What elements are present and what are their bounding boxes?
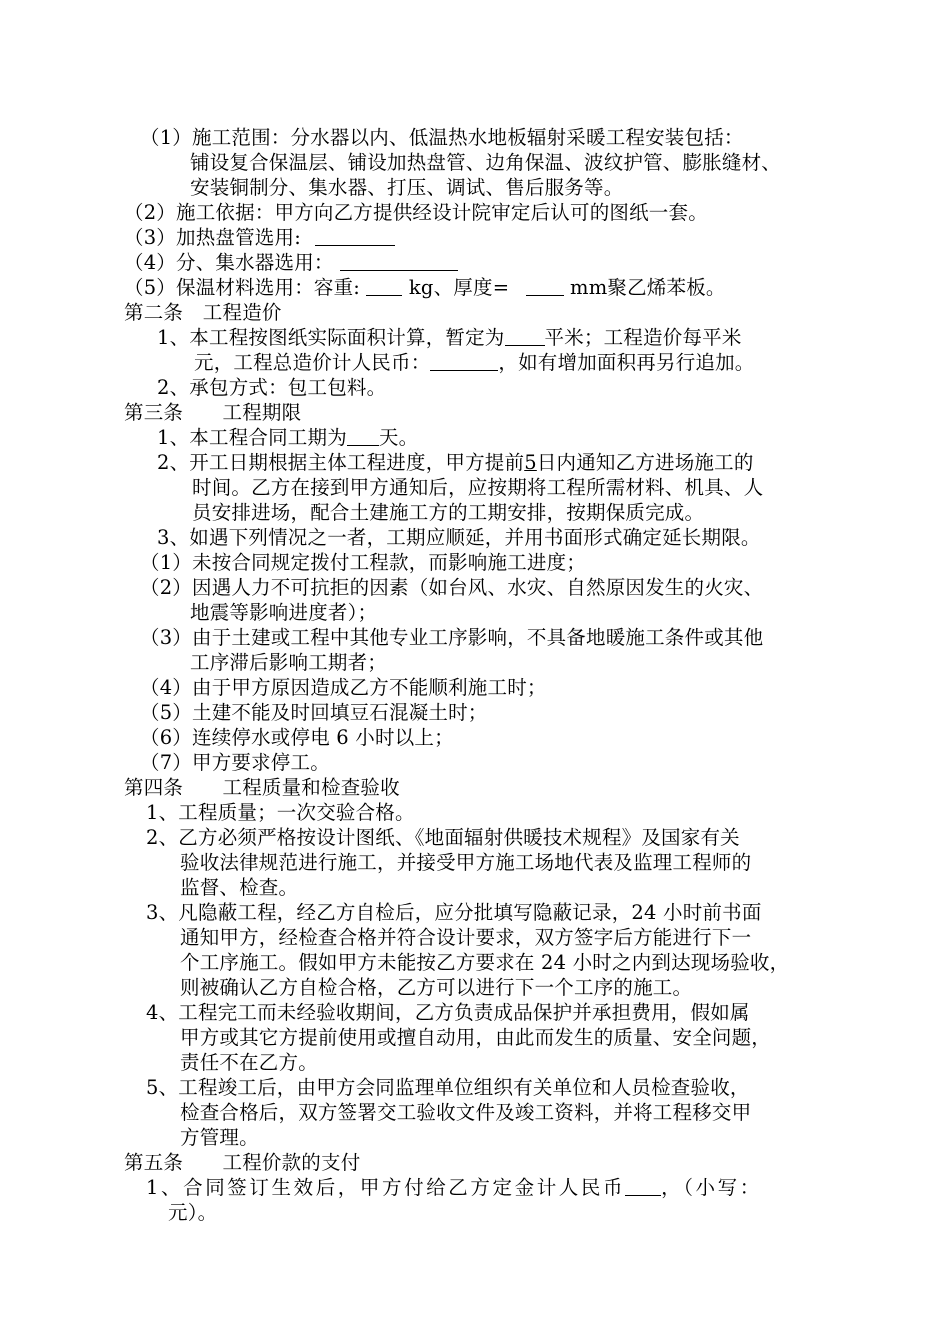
art3-clause-2-text-a: 2、开工日期根据主体工程进度，甲方提前: [157, 451, 525, 474]
art3-case-7: （7）甲方要求停工。: [140, 751, 330, 774]
art4-clause-4-cont-1: 甲方或其它方提前使用或擅自动用，由此而发生的质量、安全问题，: [180, 1026, 772, 1049]
art2-clause-1-text-d: ，如有增加面积再另行追加。: [498, 351, 755, 374]
basis-line: （2）施工依据：甲方向乙方提供经设计院审定后认可的图纸一套。: [124, 201, 708, 224]
insulation-material-label: mm聚乙烯苯板。: [570, 276, 726, 299]
art2-clause-1-text-c: 元，工程总造价计人民币：: [194, 351, 431, 374]
total-price-blank[interactable]: [430, 351, 498, 371]
density-blank[interactable]: [366, 276, 402, 296]
art4-clause-1: 1、工程质量；一次交验合格。: [146, 801, 415, 824]
art3-case-2-cont: 地震等影响进度者）；: [190, 601, 378, 624]
art4-clause-4: 4、工程完工而未经验收期间，乙方负责成品保护并承担费用，假如属: [146, 1001, 750, 1024]
art3-clause-2: [157, 451, 754, 475]
insulation-line: [124, 276, 726, 300]
area-blank[interactable]: [505, 326, 545, 346]
art3-clause-2-cont-1: 时间。乙方在接到甲方通知后，应按期将工程所需材料、机具、人: [192, 476, 764, 499]
deposit-blank[interactable]: [625, 1176, 661, 1196]
art4-clause-2: 2、乙方必须严格按设计图纸、《地面辐射供暖技术规程》及国家有关: [146, 826, 740, 849]
art4-clause-3-cont-2: 个工序施工。假如甲方未能按乙方要求在 24 小时之内到达现场验收，: [180, 951, 790, 974]
art2-clause-1: [157, 326, 742, 350]
art3-case-4: （4）由于甲方原因造成乙方不能顺利施工时；: [140, 676, 547, 699]
article-4-heading: 第四条 工程质量和检查验收: [124, 776, 400, 799]
scope-line-1: （1）施工范围：分水器以内、低温热水地板辐射采暖工程安装包括：: [140, 126, 744, 149]
art4-clause-2-cont-2: 监督、检查。: [180, 876, 299, 899]
scope-line-3: 安装铜制分、集水器、打压、调试、售后服务等。: [190, 176, 624, 199]
notice-days-value: 5: [524, 451, 537, 474]
art5-clause-1-text-b: ，（小写：: [661, 1176, 762, 1199]
art3-clause-2-text-b: 日内通知乙方进场施工的: [536, 451, 754, 474]
art3-case-3: （3）由于土建或工程中其他专业工序影响，不具备地暖施工条件或其他: [140, 626, 764, 649]
art3-case-3-cont: 工序滞后影响工期者；: [190, 651, 388, 674]
art4-clause-3-cont-1: 通知甲方，经检查合格并符合设计要求，双方签字后方能进行下一: [180, 926, 752, 949]
insulation-density-label: （5）保温材料选用：容重:: [124, 276, 361, 299]
art3-case-2: （2）因遇人力不可抗拒的因素（如台风、水灾、自然原因发生的火灾、: [140, 576, 764, 599]
art2-clause-2: 2、承包方式：包工包料。: [157, 376, 387, 399]
art3-case-1: （1）未按合同规定拨付工程款，而影响施工进度；: [140, 551, 587, 574]
art4-clause-5-cont-1: 检查合格后，双方签署交工验收文件及竣工资料，并将工程移交甲: [180, 1101, 752, 1124]
art3-clause-1-text-a: 1、本工程合同工期为: [157, 426, 347, 449]
art3-clause-1-text-b: 天。: [378, 426, 419, 449]
article-5-heading: 第五条 工程价款的支付: [124, 1151, 361, 1174]
duration-blank[interactable]: [347, 426, 379, 446]
article-3-heading: 第三条 工程期限: [124, 401, 302, 424]
art3-case-6: （6）连续停水或停电 6 小时以上；: [140, 726, 454, 749]
art5-clause-1-cont: 元）。: [168, 1201, 218, 1224]
article-2-heading: 第二条 工程造价: [124, 301, 282, 324]
art2-clause-1-text-b: 平米；工程造价每平米: [544, 326, 742, 349]
pipe-selection-line: [124, 226, 395, 250]
art3-clause-3: 3、如遇下列情况之一者，工期应顺延，并用书面形式确定延长期限。: [157, 526, 761, 549]
manifold-selection-line: [124, 251, 458, 275]
pipe-selection-blank[interactable]: [315, 226, 395, 246]
art3-clause-1: [157, 426, 418, 450]
pipe-selection-label: （3）加热盘管选用:: [124, 226, 301, 249]
art4-clause-2-cont-1: 验收法律规范进行施工，并接受甲方施工场地代表及监理工程师的: [180, 851, 752, 874]
scope-line-2: 铺设复合保温层、铺设加热盘管、边角保温、波纹护管、膨胀缝材、: [190, 151, 782, 174]
art5-clause-1-text-a: 1、合同签订生效后，甲方付给乙方定金计人民币: [146, 1176, 626, 1199]
thickness-blank[interactable]: [526, 276, 564, 296]
art3-clause-2-cont-2: 员安排进场，配合土建施工方的工期安排，按期保质完成。: [192, 501, 705, 524]
insulation-thickness-label: kg、厚度=: [408, 276, 510, 299]
art4-clause-5: 5、工程竣工后，由甲方会同监理单位组织有关单位和人员检查验收，: [146, 1076, 750, 1099]
art3-case-5: （5）土建不能及时回填豆石混凝土时；: [140, 701, 488, 724]
art5-clause-1: [146, 1176, 762, 1200]
art2-clause-1-cont: [194, 351, 755, 375]
art2-clause-1-text-a: 1、本工程按图纸实际面积计算，暂定为: [157, 326, 505, 349]
art4-clause-4-cont-2: 责任不在乙方。: [180, 1051, 318, 1074]
manifold-selection-blank[interactable]: [340, 251, 458, 271]
art4-clause-3: 3、凡隐蔽工程，经乙方自检后，应分批填写隐蔽记录，24 小时前书面: [146, 901, 762, 924]
art4-clause-3-cont-3: 则被确认乙方自检合格，乙方可以进行下一个工序的施工。: [180, 976, 693, 999]
manifold-selection-label: （4）分、集水器选用：: [124, 251, 334, 274]
art4-clause-5-cont-2: 方管理。: [180, 1126, 259, 1149]
